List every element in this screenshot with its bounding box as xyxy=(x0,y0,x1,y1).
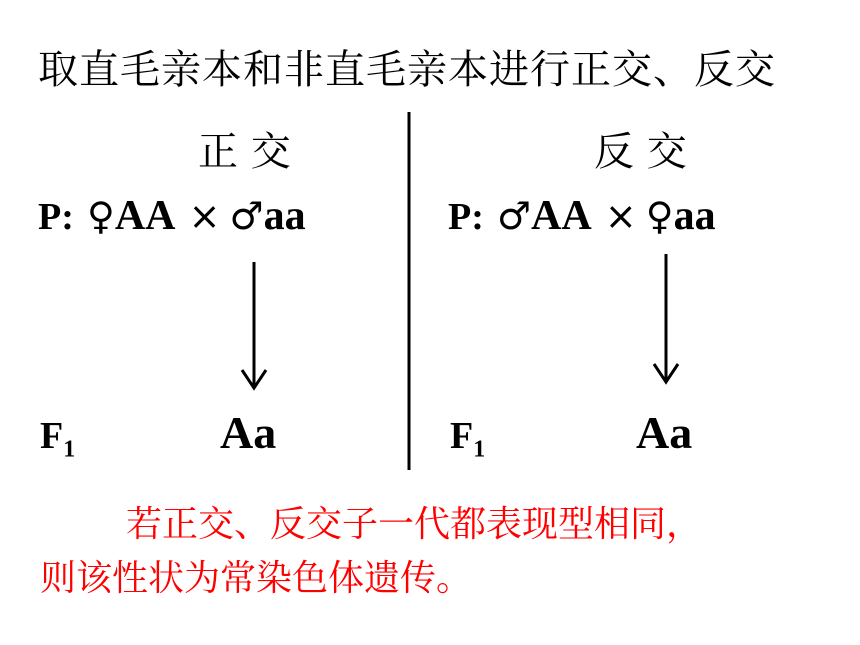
cross-icon: × xyxy=(188,194,221,238)
left-parent2-genotype: aa xyxy=(263,193,306,239)
right-offspring: Aa xyxy=(636,407,693,458)
diagram-title: 取直毛亲本和非直毛亲本进行正交、反交 xyxy=(38,47,776,93)
left-arrow-down-icon xyxy=(242,262,266,388)
right-parent2-genotype: aa xyxy=(673,193,716,239)
left-offspring: Aa xyxy=(220,407,277,458)
right-f1-label: $F_1$ xyxy=(450,415,486,463)
right-parent1-genotype: AA xyxy=(531,193,592,239)
female-icon: ♀ xyxy=(645,194,674,238)
conclusion-line-2: 则该性状为常染色体遗传。 xyxy=(40,558,473,599)
right-heading: 反 交 xyxy=(594,129,687,175)
female-icon: ♀ xyxy=(86,194,115,238)
right-p-label: P: xyxy=(448,196,484,238)
left-f1-label: $F_1$ xyxy=(40,415,76,463)
right-arrow-down-icon xyxy=(654,254,678,382)
left-p-label: P: xyxy=(38,196,74,238)
male-icon: ♂ xyxy=(496,194,532,238)
male-icon: ♂ xyxy=(229,194,264,238)
left-parent1-genotype: AA xyxy=(114,193,176,239)
conclusion-line-1: 若正交、反交子一代都表现型相同， xyxy=(126,504,703,545)
left-heading: 正 交 xyxy=(198,129,291,175)
conclusion-text xyxy=(40,498,820,606)
cross-icon: × xyxy=(604,194,637,238)
